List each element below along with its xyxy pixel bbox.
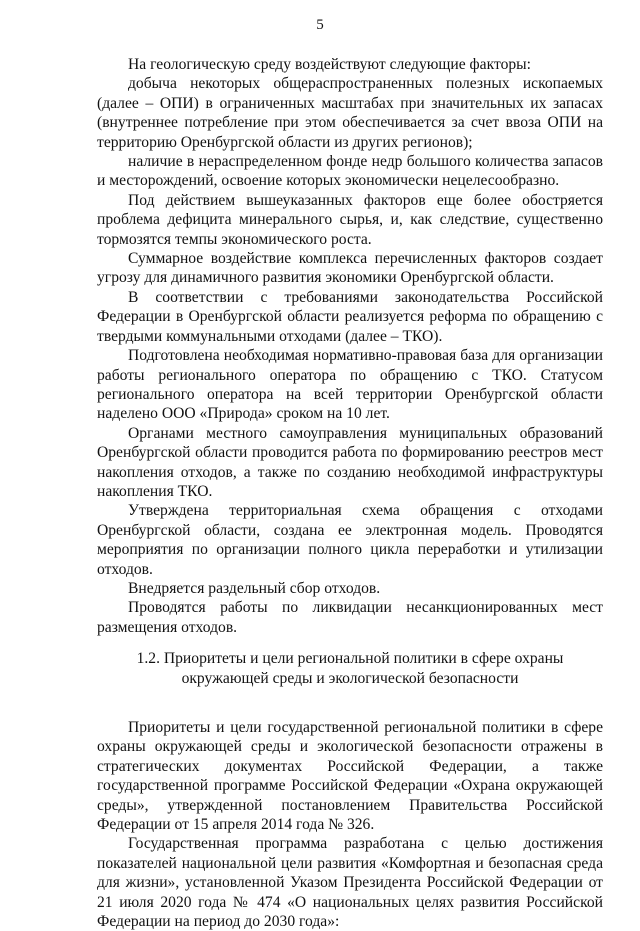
paragraph: Под действием вышеуказанных факторов еще более обостряется проблема дефицита минерального сырья, и, как следствие, существенно тормозятся темпы экономического роста. <box>97 191 603 248</box>
section-heading-line: окружающей среды и экологической безопасности <box>181 669 519 687</box>
paragraph: Внедряется раздельный сбор отходов. <box>128 579 381 597</box>
paragraph: Утверждена территориальная схема обращения с отходами Оренбургской области, создана ее электронная модель. Проводятся мероприятия по организации полного цикла переработки и утилизации отходов. <box>97 502 603 578</box>
paragraph: Государственная программа разработана с целью достижения показателей национальной цели развития «Комфортная и безопасная среда для жизни», установленной Указом Президента Российской Федерации от 21 июля 2020 года № 474 «О национальных целях развития Российской Федерации на период до 2030 года»: <box>97 835 603 931</box>
paragraph: наличие в нераспределенном фонде недр большого количества запасов и месторождений, освоение которых экономически нецелесообразно. <box>97 153 603 190</box>
section-heading-line: 1.2. Приоритеты и цели региональной политики в сфере охраны <box>136 650 564 668</box>
paragraph: Проводятся работы по ликвидации несанкционированных мест размещения отходов. <box>97 599 603 636</box>
page-number: 5 <box>316 17 324 33</box>
document-body <box>97 55 603 931</box>
paragraph: На геологическую среду воздействуют следующие факторы: <box>128 56 531 73</box>
paragraph: Суммарное воздействие комплекса перечисленных факторов создает угрозу для динамичного развития экономики Оренбургской области. <box>97 250 603 287</box>
paragraph: Подготовлена необходимая нормативно-правовая база для организации работы регионального оператора по обращению с ТКО. Статусом регионального оператора на всей территории Оренбургской области наделено ООО «Природа» сроком на 10 лет. <box>97 347 603 423</box>
paragraph: Приоритеты и цели государственной региональной политики в сфере охраны окружающей среды и экологической безопасности отражены в стратегических документах Российской Федерации, а также государственной программе Российской Федерации «Охрана окружающей среды», утвержденной постановлением Правительства Российской Федерации от 15 апреля 2014 года № 326. <box>97 719 603 834</box>
paragraph: Органами местного самоуправления муниципальных образований Оренбургской области проводится работа по формированию реестров мест накопления отходов, а также по созданию необходимой инфраструктуры накопления ТКО. <box>97 424 603 500</box>
section-heading <box>97 649 603 688</box>
paragraph: добыча некоторых общераспространенных полезных ископаемых (далее – ОПИ) в ограниченных масштабах при значительных их запасах (внутреннее потребление при этом обеспечивается за счет ввоза ОПИ на территорию Оренбургской области из других регионов); <box>97 75 603 151</box>
paragraph: В соответствии с требованиями законодательства Российской Федерации в Оренбургской области реализуется реформа по обращению с твердыми коммунальными отходами (далее – ТКО). <box>97 288 603 345</box>
